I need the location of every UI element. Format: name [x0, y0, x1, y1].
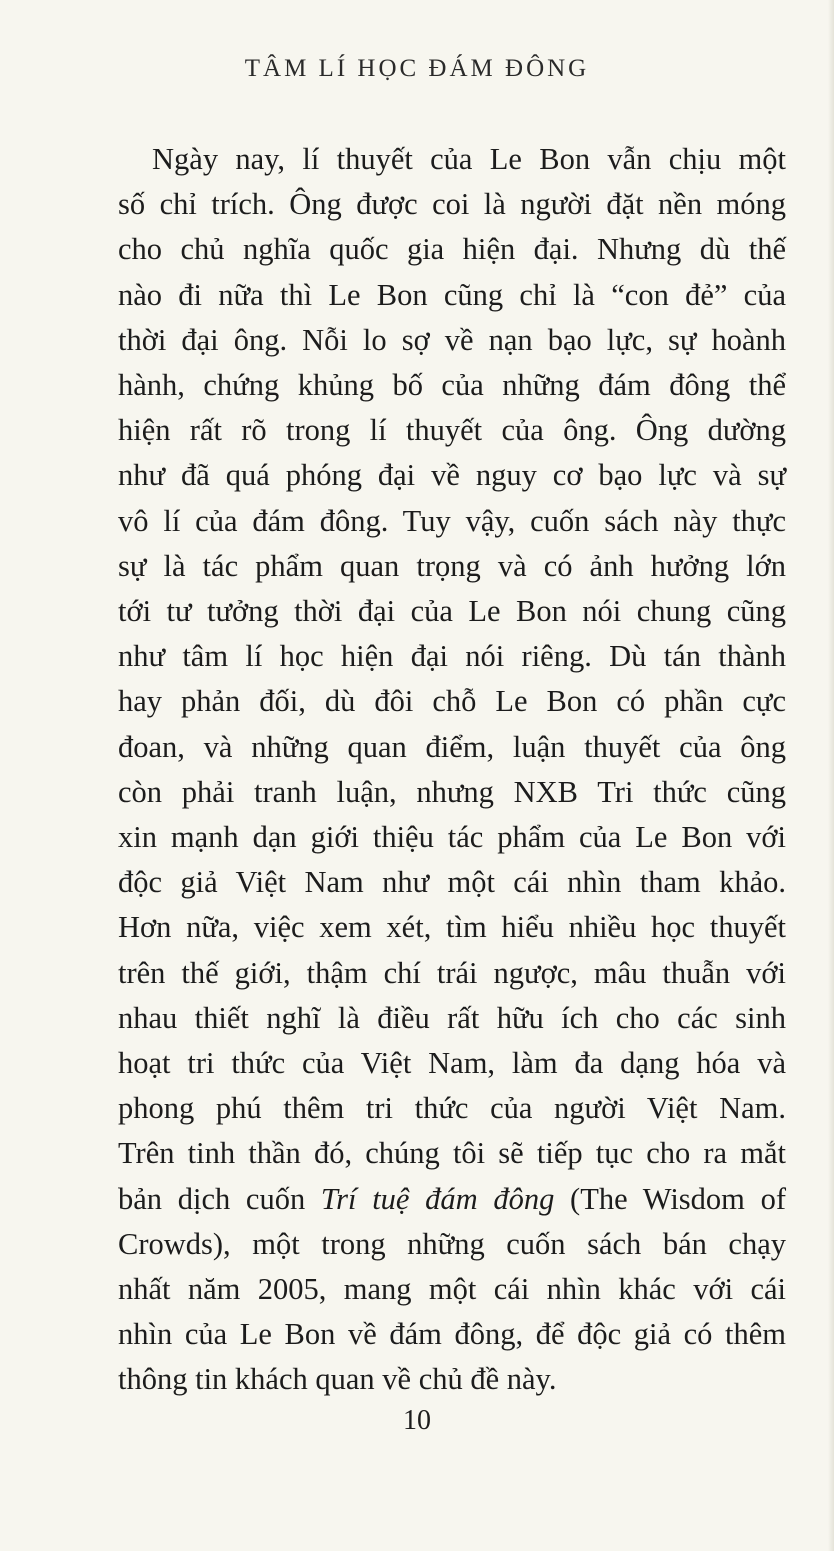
text-line: sự là tác phẩm quan trọng và có ảnh hưởng lớn	[118, 548, 786, 583]
text-fragment: bản dịch cuốn	[118, 1181, 321, 1216]
text-line: nhất năm 2005, mang một cái nhìn khác với cái	[118, 1272, 786, 1307]
text-line: nhau thiết nghĩ là điều rất hữu ích cho các sinh	[118, 1000, 786, 1035]
text-line: nhìn của Le Bon về đám đông, để độc giả có thêm	[118, 1317, 786, 1352]
text-line: Hơn nữa, việc xem xét, tìm hiểu nhiều học thuyết	[118, 910, 786, 945]
body-paragraph	[118, 137, 786, 1403]
text-line: cho chủ nghĩa quốc gia hiện đại. Nhưng dù thế	[118, 232, 786, 267]
page-edge-shadow	[828, 0, 834, 1551]
page-number: 10	[403, 1405, 431, 1436]
text-line: hiện rất rõ trong lí thuyết của ông. Ông dường	[118, 413, 786, 448]
text-line: tới tư tưởng thời đại của Le Bon nói chung cũng	[118, 594, 786, 629]
text-line: đoan, và những quan điểm, luận thuyết của ông	[118, 729, 786, 764]
text-line: hay phản đối, dù đôi chỗ Le Bon có phần cực	[118, 684, 786, 719]
text-fragment: (The Wisdom of	[554, 1181, 786, 1216]
text-line: thông tin khách quan về chủ đề này.	[118, 1362, 557, 1397]
text-line: trên thế giới, thậm chí trái ngược, mâu thuẫn với	[118, 955, 786, 990]
text-line: xin mạnh dạn giới thiệu tác phẩm của Le Bon với	[118, 820, 786, 855]
text-line: còn phải tranh luận, nhưng NXB Tri thức cũng	[118, 774, 786, 809]
text-line: vô lí của đám đông. Tuy vậy, cuốn sách này thực	[118, 503, 786, 538]
text-line: số chỉ trích. Ông được coi là người đặt nền móng	[118, 187, 786, 222]
text-line: hành, chứng khủng bố của những đám đông thể	[118, 368, 786, 403]
text-line: độc giả Việt Nam như một cái nhìn tham khảo.	[118, 865, 786, 900]
text-line: như đã quá phóng đại về nguy cơ bạo lực và sự	[118, 458, 786, 493]
text-line: thời đại ông. Nỗi lo sợ về nạn bạo lực, sự hoành	[118, 322, 786, 357]
text-line: phong phú thêm tri thức của người Việt Nam.	[118, 1091, 786, 1126]
text-line: Trên tinh thần đó, chúng tôi sẽ tiếp tục cho ra mắt	[118, 1136, 786, 1171]
running-head: TÂM LÍ HỌC ĐÁM ĐÔNG	[244, 55, 590, 82]
text-line: Ngày nay, lí thuyết của Le Bon vẫn chịu một	[152, 142, 786, 176]
text-line-with-book-title	[118, 1177, 786, 1222]
text-line: như tâm lí học hiện đại nói riêng. Dù tán thành	[118, 639, 786, 674]
text-line: nào đi nữa thì Le Bon cũng chỉ là “con đẻ” của	[118, 277, 786, 312]
book-title-italic: Trí tuệ đám đông	[320, 1181, 555, 1216]
text-line: Crowds), một trong những cuốn sách bán chạy	[118, 1226, 786, 1261]
text-line: hoạt tri thức của Việt Nam, làm đa dạng hóa và	[118, 1046, 786, 1081]
